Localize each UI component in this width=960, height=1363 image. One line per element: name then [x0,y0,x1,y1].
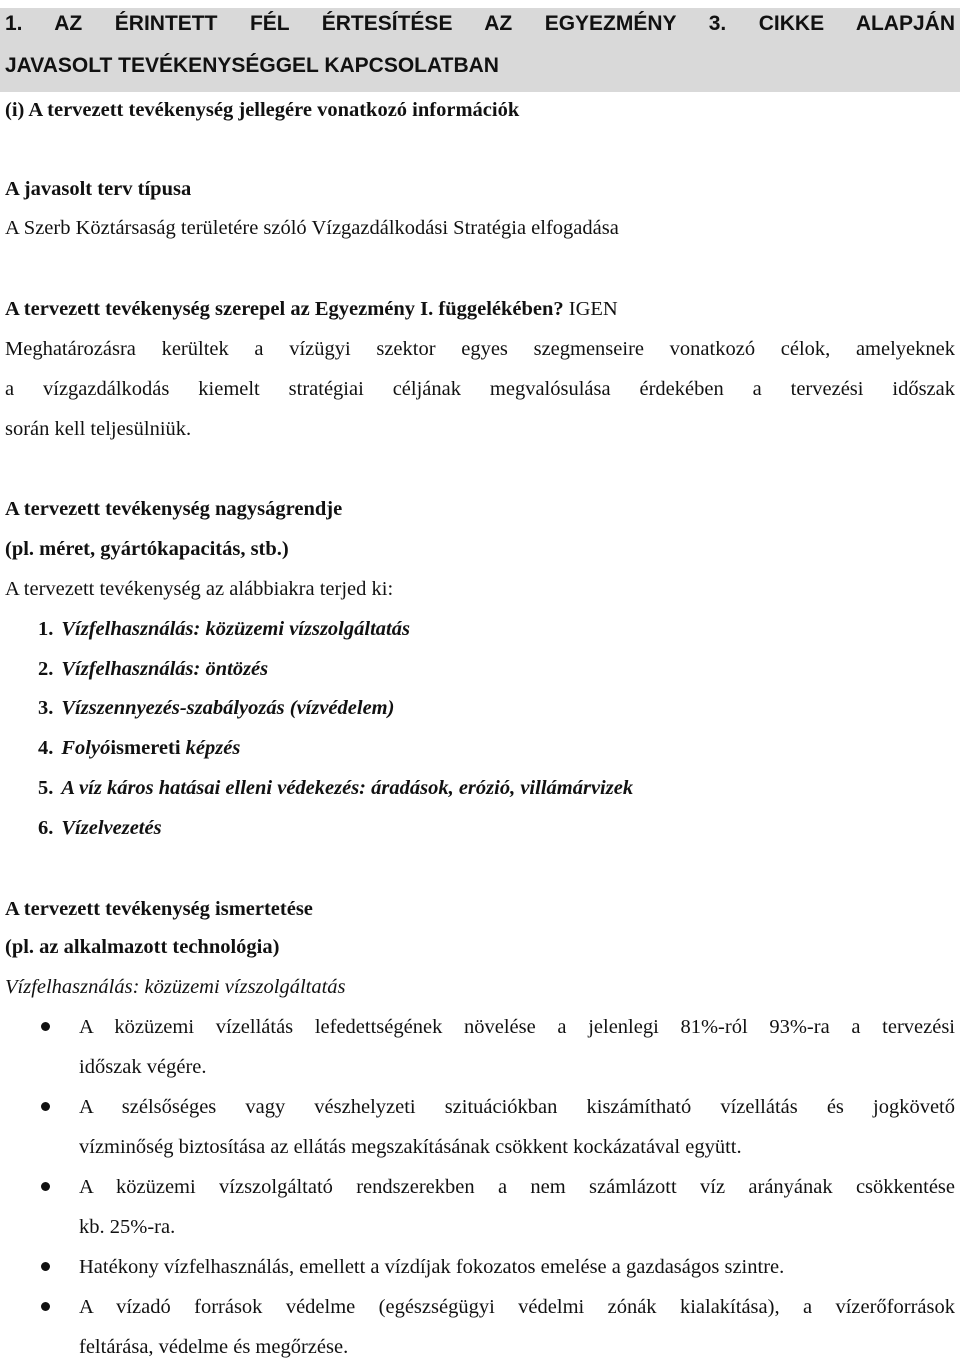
list-item-text-b: ismereti [110,737,181,759]
list-item [38,734,240,762]
scale-subtitle: (pl. méret, gyártókapacitás, stb.) [5,538,289,560]
appendix-question: A tervezett tevékenység szerepel az Egyezmény I. függelékében? [5,298,564,320]
bullet-line: feltárása, védelme és megőrzése. [79,1336,349,1358]
section-heading-line2: JAVASOLT TEVÉKENYSÉGGEL KAPCSOLATBAN [5,54,499,77]
bullet-icon [41,1302,50,1311]
list-item [38,655,268,683]
list-item [38,694,394,722]
list-item-text: Vízszennyezés-szabályozás (vízvédelem) [61,697,395,719]
bullet-line: A vízadó források védelme (egészségügyi védelmi zónák kialakítása), a vízerőforrások [79,1296,955,1318]
plan-type-title: A javasolt terv típusa [5,178,192,200]
bullet-line: időszak végére. [79,1056,207,1078]
plan-type-text: A Szerb Köztársaság területére szóló Vízgazdálkodási Stratégia elfogadása [5,217,619,239]
list-item-text-a: Folyó [61,737,111,759]
appendix-answer: IGEN [563,298,618,320]
description-category: Vízfelhasználás: közüzemi vízszolgáltatás [5,976,346,998]
section-heading-line1: 1. AZ ÉRINTETT FÉL ÉRTESÍTÉSE AZ EGYEZMÉNY 3. CIKKE ALAPJÁN [5,12,955,35]
list-item-number: 6. [38,817,54,839]
description-subtitle: (pl. az alkalmazott technológia) [5,936,280,958]
list-item-number: 3. [38,697,54,719]
bullet-line: A közüzemi vízellátás lefedettségének növelése a jelenlegi 81%-ról 93%-ra a tervezési [79,1016,955,1038]
subheading-i: (i) A tervezett tevékenység jellegére vonatkozó információk [5,99,520,121]
bullet-line: kb. 25%-ra. [79,1216,176,1238]
bullet-line: A közüzemi vízszolgáltató rendszerekben a nem számlázott víz arányának csökkentése [79,1176,955,1198]
bullet-icon [41,1262,50,1271]
bullet-icon [41,1022,50,1031]
list-item-number: 4. [38,737,54,759]
list-item-number: 5. [38,777,54,799]
list-item-text: Vízfelhasználás: öntözés [61,658,269,680]
scale-intro: A tervezett tevékenység az alábbiakra terjed ki: [5,578,394,600]
bullet-icon [41,1102,50,1111]
list-item-number: 2. [38,658,54,680]
list-item-number: 1. [38,618,54,640]
appendix-line-2: a vízgazdálkodás kiemelt stratégiai céljának megvalósulása érdekében a tervezési időszak [5,378,955,400]
list-item [38,774,633,802]
list-item-text: Vízfelhasználás: közüzemi vízszolgáltatás [61,618,410,640]
bullet-line: Hatékony vízfelhasználás, emellett a vízdíjak fokozatos emelése a gazdaságos szintre. [79,1256,785,1278]
description-title: A tervezett tevékenység ismertetése [5,898,313,920]
appendix-line-3: során kell teljesülniük. [5,418,192,440]
appendix-question-line [5,295,955,323]
list-item-text: A víz káros hatásai elleni védekezés: áradások, erózió, villámárvizek [61,777,634,799]
list-item-text: Vízelvezetés [61,817,162,839]
bullet-line: A szélsőséges vagy vészhelyzeti szituációkban kiszámítható vízellátás és jogkövető [79,1096,955,1118]
bullet-line: vízminőség biztosítása az ellátás megszakításának csökkent kockázatával együtt. [79,1136,742,1158]
list-item [38,814,162,842]
scale-title: A tervezett tevékenység nagyságrendje [5,498,343,520]
list-item [38,615,410,643]
appendix-line-1: Meghatározásra kerültek a vízügyi szektor egyes szegmenseire vonatkozó célok, amelyeknek [5,338,955,360]
bullet-icon [41,1182,50,1191]
list-item-text-c: képzés [180,737,241,759]
